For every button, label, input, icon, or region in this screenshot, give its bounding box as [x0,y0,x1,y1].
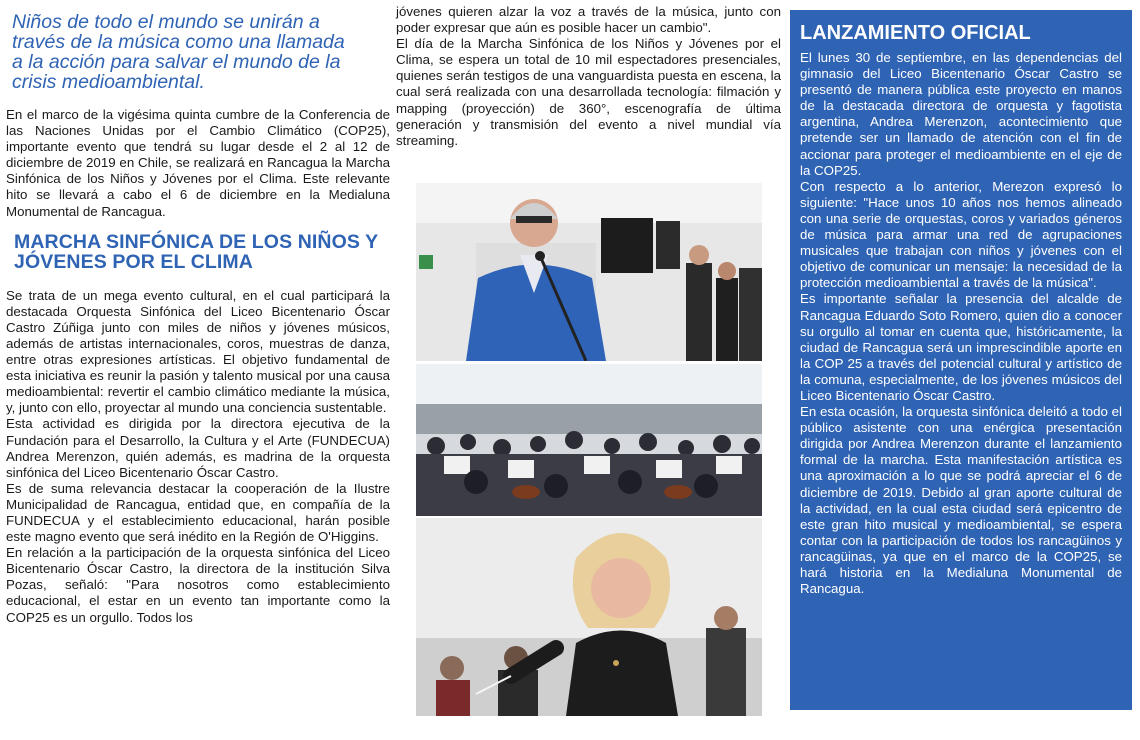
middle-column [396,0,781,149]
photo-man-speaking-microphone [416,183,762,361]
left-column [6,0,390,626]
photo-youth-orchestra [416,364,762,516]
sidebar-paragraph: Con respecto a lo anterior, Merezon expresó lo siguiente: "Hace unos 10 años nos hemos alineado con una serie de orquestas, coros y variados géneros de música para armar una red de agrupaciones musicales que trabajan con niños y jóvenes con el objetivo de comunicar un mensaje: la necesidad de la protección medioambiental a través de la música". [800,178,1122,291]
sidebar-box [790,10,1132,710]
article-lede: Niños de todo el mundo se unirán a través de la música como una llamada a la acción para salvar el mundo de la crisis medioambiental. [12,11,345,93]
body-paragraph: El día de la Marcha Sinfónica de los Niños y Jóvenes por el Clima, se espera un total de 10 mil espectadores presenciales, quienes serán testigos de una vanguardista puesta en escena, la cual será realizada con una desarrollada tecnología: filmación y mapping (proyección) de 360°, escenografía de última generación y transmisión del evento a nivel mundial vía streaming. [396,36,781,148]
photo-orchestra-icon [416,364,762,516]
sidebar-title: LANZAMIENTO OFICIAL [800,22,1031,44]
sidebar-paragraph: Es importante señalar la presencia del alcalde de Rancagua Eduardo Soto Romero, quien dio a conocer su orgullo al tomar en cuenta que, históricamente, la ciudad de Rancagua será un imprescindible aporte en la COP 25 a través del potencial cultural y artístico de la comuna, especialmente, de los jóvenes músicos del Liceo Bicentenario Óscar Castro. [800,291,1122,403]
photo-man-speaking-icon [416,183,762,361]
body-paragraph: Esta actividad es dirigida por la directora ejecutiva de la Fundación para el Desarrollo, la Cultura y el Arte (FUNDECUA) Andrea Merenzon, quién además, es madrina de la orquesta sinfónica del Liceo Bicentenario Óscar Castro. [6,416,390,480]
intro-paragraph: En el marco de la vigésima quinta cumbre de la Conferencia de las Naciones Unidas por el Cambio Climático (COP25), importante evento que tendrá su lugar desde el 2 al 12 de diciembre de 2019 en Chile, se realizará en Rancagua la Marcha Sinfónica de los Niños y Jóvenes por el Clima. Este relevante hito se llevará a cabo el 6 de diciembre en la Medialuna Monumental de Rancagua. [6,107,390,219]
photo-conductor-icon [416,518,762,716]
body-paragraph: Es de suma relevancia destacar la cooperación de la Ilustre Municipalidad de Rancagua, entidad que, en compañía de la FUNDECUA y el establecimiento educacional, harán posible este magno evento que será inédito en la Región de O'Higgins. [6,480,390,545]
sidebar-paragraph: En esta ocasión, la orquesta sinfónica deleitó a todo el público asistente con una enérgica presentación dirigida por Andrea Merenzon durante el lanzamiento formal de la marcha. Esta manifestación artística es una aproximación a lo que se podrá apreciar el 6 de diciembre de 2019. Debido al gran aporte cultural de la actividad, en la cual esta ciudad será epicentro de este gran hito musical y medioambiental, se espera contar con la participación de todos los rancagüinos y rancagüinas, ya que en el marco de la COP25, se hará historia en la Medialuna Monumental de Rancagua. [800,404,1122,597]
section-heading: MARCHA SINFÓNICA DE LOS NIÑOS Y JÓVENES POR EL CLIMA [14,230,378,273]
body-paragraph: jóvenes quieren alzar la voz a través de la música, junto con poder expresar que aún es posible hacer un cambio". [396,4,781,36]
sidebar-paragraph: El lunes 30 de septiembre, en las dependencias del gimnasio del Liceo Bicentenario Óscar Castro se presentó de manera pública este proyecto en manos de la destacada directora de orquesta y fagotista argentina, Andrea Merenzon, acontecimiento que pretende ser un llamado de atención con el fin de accionar para proteger el medioambiente en el eje de la COP25. [800,50,1122,178]
body-paragraph: En relación a la participación de la orquesta sinfónica del Liceo Bicentenario Óscar Castro, la directora de la institución Silva Pozas, señaló: "Para nosotros como establecimiento educacional, el estar en un evento tan importante como la COP25 es un orgullo. Todos los [6,545,390,625]
photo-woman-conducting [416,518,762,716]
body-paragraph: Se trata de un mega evento cultural, en el cual participará la destacada Orquesta Sinfónica del Liceo Bicentenario Óscar Castro Zúñiga junto con miles de niños y jóvenes músicos, además de artistas internacionales, coros, muestras de danza, entre otras expresiones artísticas. El objetivo fundamental de esta iniciativa es reunir la pasión y talento musical por una causa medioambiental: revertir el cambio climático mediante la música, y, junto con ello, proyectar al mundo una conciencia sustentable. [6,287,390,416]
